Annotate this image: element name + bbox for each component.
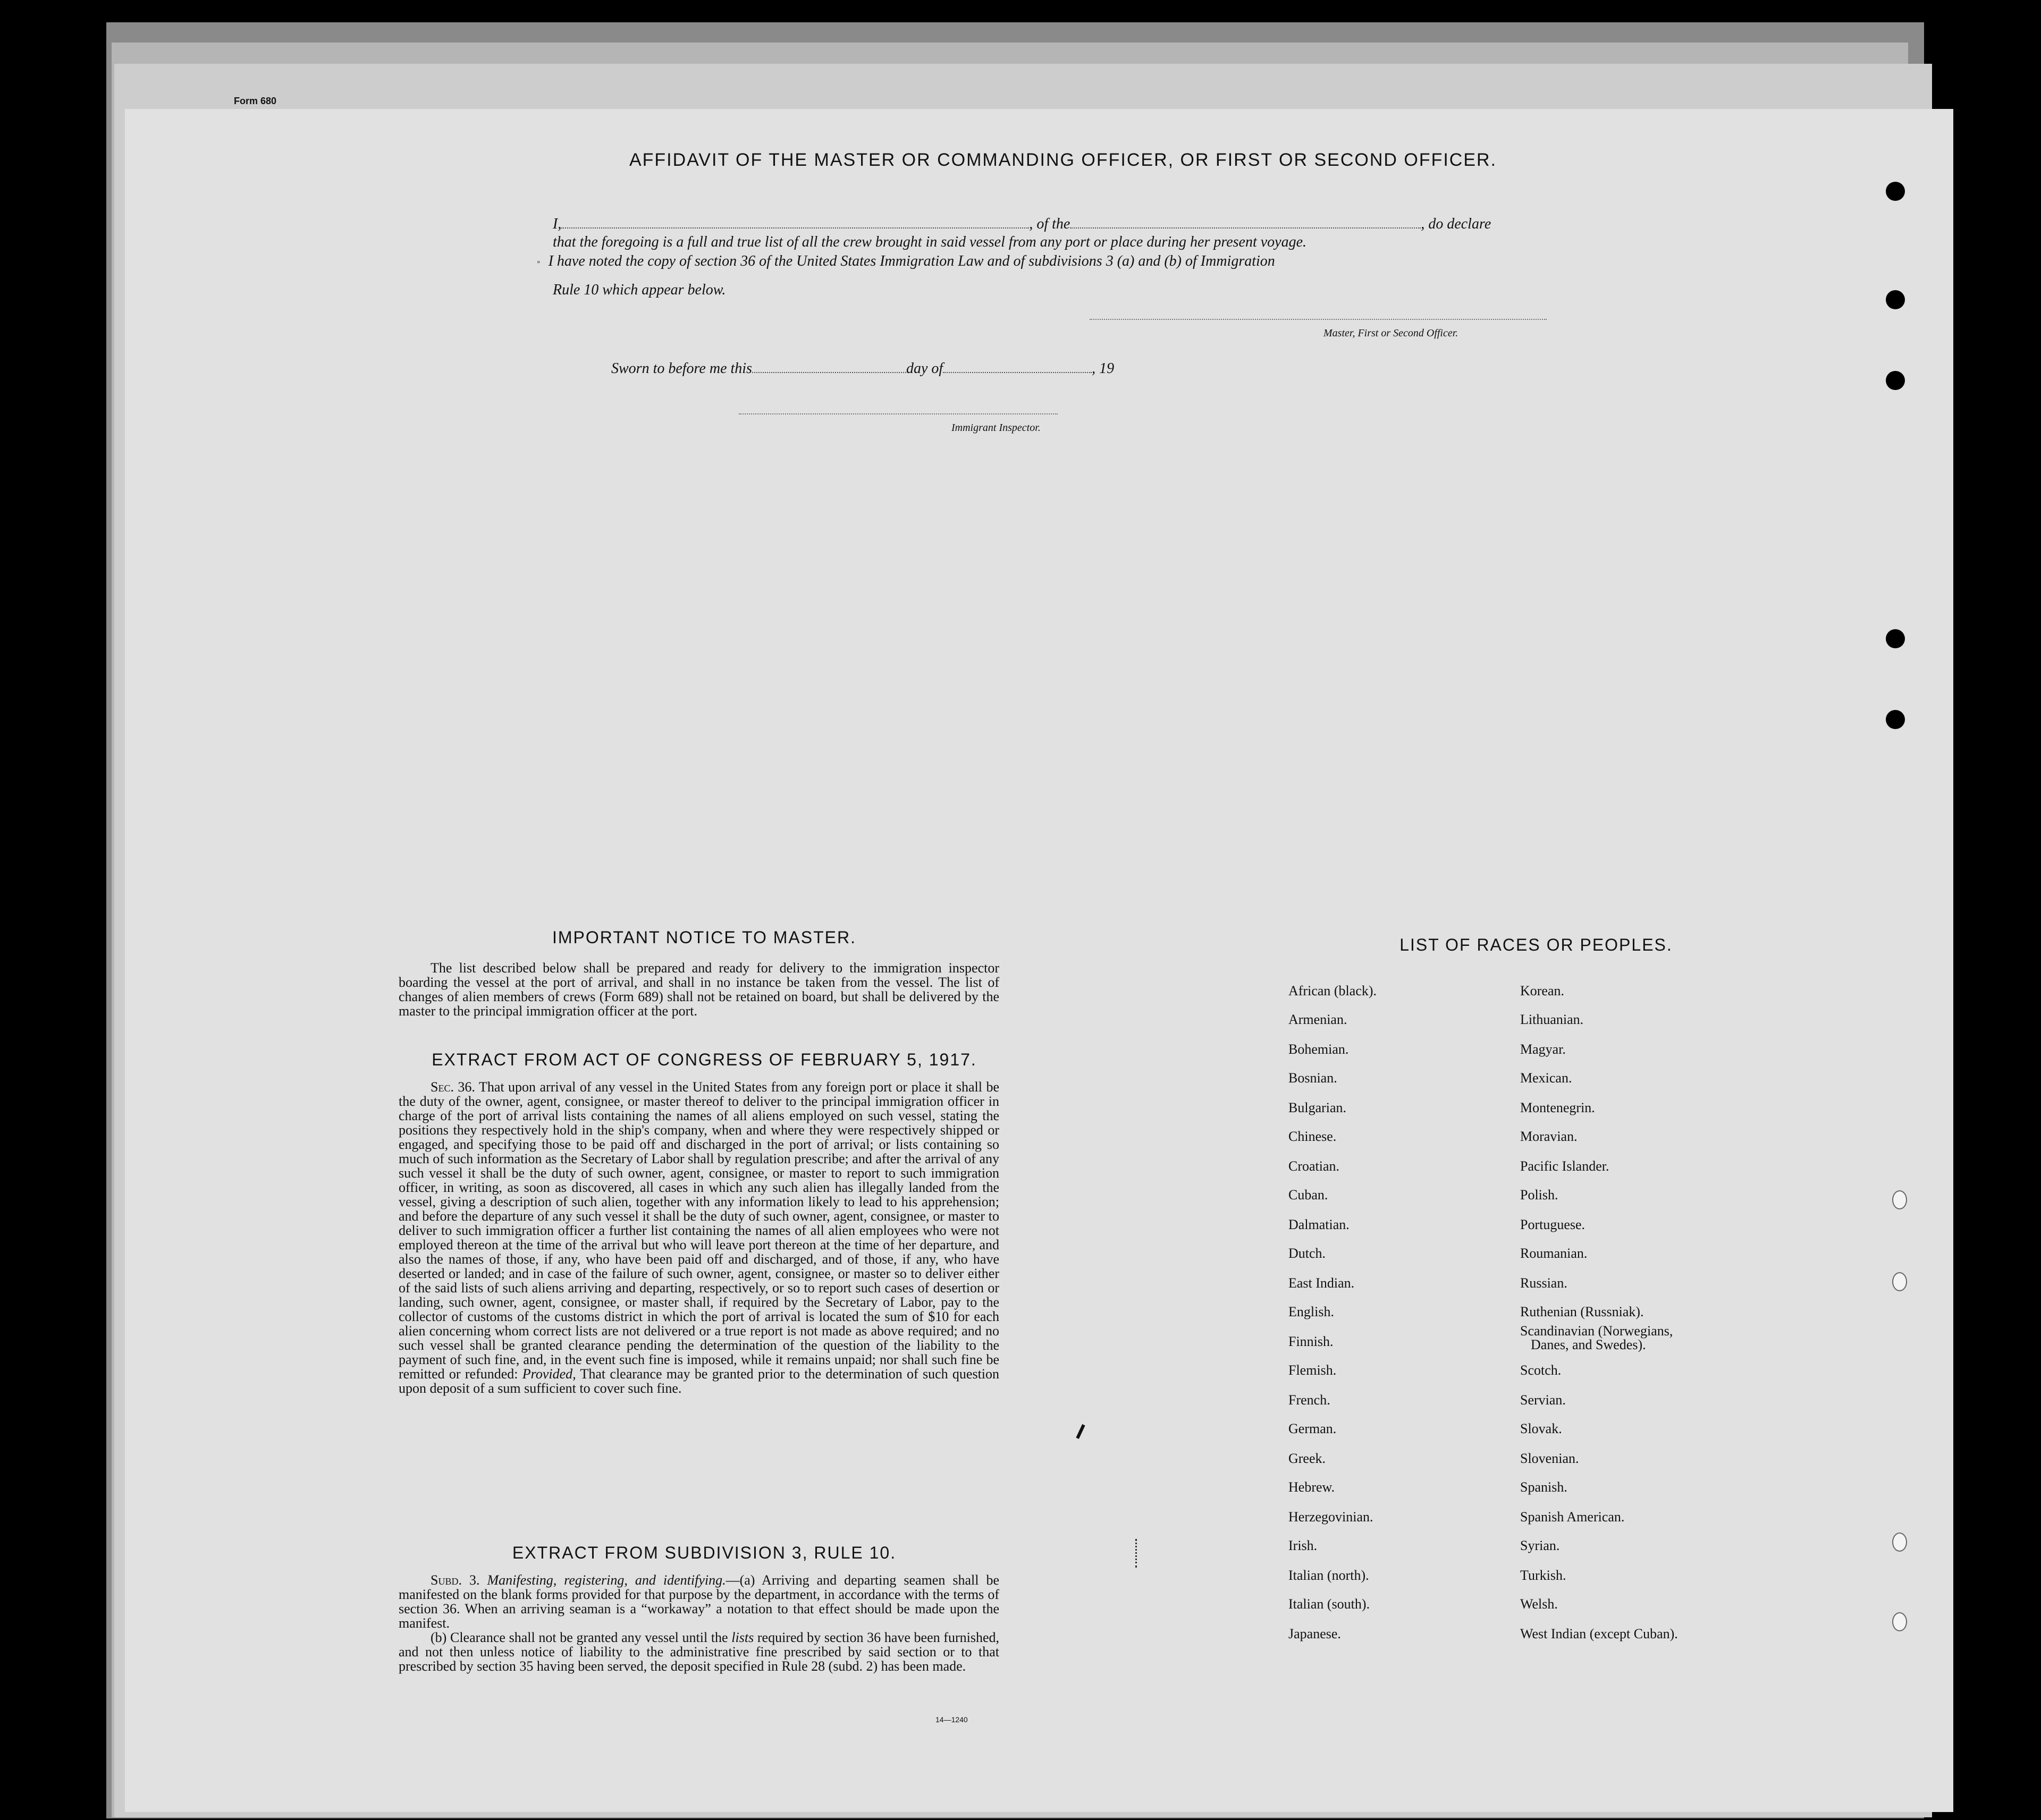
binder-hole bbox=[1892, 1533, 1907, 1552]
race-item: East Indian. bbox=[1288, 1275, 1355, 1291]
race-item: Irish. bbox=[1288, 1538, 1318, 1553]
race-item: Montenegrin. bbox=[1520, 1100, 1595, 1115]
race-item: Hebrew. bbox=[1288, 1479, 1335, 1495]
sworn-day-blank[interactable] bbox=[752, 372, 906, 373]
race-item: Polish. bbox=[1520, 1187, 1558, 1203]
race-item: Croatian. bbox=[1288, 1158, 1340, 1174]
binder-hole bbox=[1886, 629, 1905, 648]
race-item: Servian. bbox=[1520, 1392, 1566, 1408]
binder-hole bbox=[37, 1674, 53, 1690]
race-item: Dalmatian. bbox=[1288, 1217, 1350, 1232]
race-item: Cuban. bbox=[1288, 1187, 1328, 1203]
year-text: , 19 bbox=[1092, 360, 1115, 377]
extract-rule-block bbox=[399, 1573, 999, 1673]
race-item: African (black). bbox=[1288, 983, 1377, 998]
race-item: Flemish. bbox=[1288, 1362, 1337, 1378]
race-item: Dutch. bbox=[1288, 1246, 1326, 1261]
race-item: Bosnian. bbox=[1288, 1070, 1337, 1086]
binder-hole bbox=[1886, 182, 1905, 201]
affidavit-line-4: Rule 10 which appear below. bbox=[553, 282, 726, 298]
binder-hole bbox=[37, 574, 53, 590]
race-item: Magyar. bbox=[1520, 1042, 1566, 1057]
race-item: Ruthenian (Russniak). bbox=[1520, 1304, 1644, 1319]
race-item: English. bbox=[1288, 1304, 1334, 1319]
subd-text-b-end: required by section 36 have been furnished, and not then unless notice of liability to the administrative fine prescribed by said section or to that prescribed by section 35 having been served, the deposit specified in Rule 28 (subd. 2) has been made. bbox=[399, 1630, 1000, 1674]
notice-text-block bbox=[399, 961, 999, 1018]
race-item: Pacific Islander. bbox=[1520, 1158, 1609, 1174]
race-item: Russian. bbox=[1520, 1275, 1567, 1291]
race-item: German. bbox=[1288, 1421, 1337, 1436]
binder-hole bbox=[37, 1743, 53, 1759]
affidavit-line-3-text: I have noted the copy of section 36 of the United States Immigration Law and of subdivisions 3 (a) and (b) of Immigration bbox=[548, 253, 1275, 269]
race-item: Chinese. bbox=[1288, 1129, 1337, 1144]
affidavit-of-the: , of the bbox=[1029, 216, 1070, 232]
race-item: Italian (south). bbox=[1288, 1596, 1370, 1612]
inspector-label: Immigrant Inspector. bbox=[951, 422, 1041, 434]
subd-text-b-start: (b) Clearance shall not be granted any vessel until the bbox=[431, 1630, 728, 1645]
race-item: West Indian (except Cuban). bbox=[1520, 1626, 1678, 1641]
affidavit-line-3: ° I have noted the copy of section 36 of the United States Immigration Law and of subdivisions 3 (a) and (b) of Immigration bbox=[537, 253, 1275, 269]
race-item: Bulgarian. bbox=[1288, 1100, 1347, 1115]
race-item: Japanese. bbox=[1288, 1626, 1341, 1641]
extract-act-text: That upon arrival of any vessel in the United States from any foreign port or place it shall be the duty of the owner, agent, consignee, or master thereof to deliver to the principal immigration officer in charge of the port of arrival lists containing the names of all aliens employed on such vessel, stating the positions they respectively hold in the ship's company, when and where they were respectively shipped or engaged, and specifying those to be paid off and discharged in the port of arrival; or lists containing so much of such information as the Secretary of Labor shall by regulation prescribe; and after the arrival of any such vessel it shall be the duty of such owner, agent, consignee, or master to report to such immigration officer, in writing, as soon as discovered, all cases in which any such alien has illegally landed from the vessel, giving a description of such alien, together with any information likely to lead to his apprehension; and before the departure of any such vessel it shall be the duty of such owner, agent, consignee, or master to deliver to such immigration officer a further list containing the names of all alien employees who were not employed thereon at the time of the arrival but who will leave port thereon at the time of her departure, and also the names of those, if any, who have been paid off and discharged, and of those, if any, who have deserted or landed; and in case of the failure of such owner, agent, consignee, or master so to deliver either of the said lists of such aliens arriving and departing, respectively, or so to report such cases of desertion or landing, such owner, agent, consignee, or master shall, if required by the Secretary of Labor, pay to the collector of customs of the customs district in which the port of arrival is located the sum of $10 for each alien concerning whom correct lists are not delivered or a true report is not made as above required; and no such vessel shall be granted clearance pending the determination of the question of the liability to the payment of such fine, and, in the event such fine is imposed, while it remains unpaid; nor shall such fine be remitted or refunded: bbox=[399, 1079, 999, 1382]
subd-label: Subd. 3. bbox=[431, 1572, 480, 1588]
vessel-blank[interactable] bbox=[1070, 227, 1421, 228]
race-item: Danes, and Swedes). bbox=[1531, 1337, 1646, 1352]
race-item: Turkish. bbox=[1520, 1568, 1566, 1583]
provided-word: Provided, bbox=[522, 1366, 576, 1382]
race-item: Finnish. bbox=[1288, 1334, 1334, 1349]
race-item: Slovak. bbox=[1520, 1421, 1562, 1436]
signature-line[interactable] bbox=[1090, 319, 1547, 320]
race-item: Slovenian. bbox=[1520, 1451, 1579, 1466]
extract-act-text-end: That clearance may be granted prior to the determination of such question upon deposit of a sum sufficient to cover such fine. bbox=[399, 1366, 1000, 1396]
print-code: 14—1240 bbox=[935, 1715, 968, 1724]
affidavit-declare: , do declare bbox=[1421, 216, 1491, 232]
race-item: Korean. bbox=[1520, 983, 1565, 998]
form-number: Form 680 bbox=[234, 96, 277, 106]
race-item: Spanish. bbox=[1520, 1479, 1567, 1495]
affidavit-i: I, bbox=[553, 216, 562, 232]
extract-act-title: EXTRACT FROM ACT OF CONGRESS OF FEBRUARY 5, 1917. bbox=[432, 1050, 977, 1069]
day-of-text: day of bbox=[906, 360, 943, 377]
notice-title: IMPORTANT NOTICE TO MASTER. bbox=[552, 928, 856, 947]
binder-hole bbox=[1892, 1190, 1907, 1209]
race-item: Bohemian. bbox=[1288, 1042, 1349, 1057]
affidavit-line-1 bbox=[553, 216, 1557, 233]
sec-label: Sec. 36. bbox=[431, 1079, 475, 1095]
lists-word: lists bbox=[731, 1630, 754, 1645]
races-title: LIST OF RACES OR PEOPLES. bbox=[1399, 935, 1673, 954]
race-item: French. bbox=[1288, 1392, 1330, 1408]
race-item: Portuguese. bbox=[1520, 1217, 1585, 1232]
race-item: Lithuanian. bbox=[1520, 1012, 1584, 1027]
race-item: Herzegovinian. bbox=[1288, 1509, 1373, 1525]
race-item: Greek. bbox=[1288, 1451, 1326, 1466]
binder-hole bbox=[37, 1137, 53, 1153]
race-item: Syrian. bbox=[1520, 1538, 1560, 1553]
race-item: Mexican. bbox=[1520, 1070, 1572, 1086]
race-item: Scotch. bbox=[1520, 1362, 1562, 1378]
sworn-line bbox=[611, 360, 1114, 377]
race-item: Roumanian. bbox=[1520, 1246, 1588, 1261]
extract-rule-title: EXTRACT FROM SUBDIVISION 3, RULE 10. bbox=[512, 1543, 897, 1562]
sworn-month-blank[interactable] bbox=[943, 372, 1092, 373]
race-item: Armenian. bbox=[1288, 1012, 1347, 1027]
signature-label: Master, First or Second Officer. bbox=[1323, 327, 1458, 339]
sworn-text: Sworn to before me this bbox=[611, 360, 752, 377]
binder-hole bbox=[1892, 1612, 1907, 1631]
race-item: Spanish American. bbox=[1520, 1509, 1625, 1525]
race-item: Moravian. bbox=[1520, 1129, 1578, 1144]
binder-hole bbox=[1886, 290, 1905, 309]
binder-hole bbox=[1886, 371, 1905, 390]
subd-heading: Manifesting, registering, and identifying. bbox=[487, 1572, 726, 1588]
notice-text: The list described below shall be prepared and ready for delivery to the immigration inspector boarding the vessel at the port of arrival, and shall in no instance be taken from the vessel. The list of changes of alien members of crews (Form 689) shall not be retained on board, but shall be delivered by the master to the principal immigration officer at the port. bbox=[399, 960, 999, 1019]
binder-hole bbox=[1892, 1272, 1907, 1291]
binder-hole bbox=[1886, 710, 1905, 729]
pen-mark bbox=[1135, 1539, 1138, 1568]
affidavit-title: AFFIDAVIT OF THE MASTER OR COMMANDING OFFICER, OR FIRST OR SECOND OFFICER. bbox=[629, 150, 1497, 170]
race-item: Italian (north). bbox=[1288, 1568, 1369, 1583]
race-item: Scandinavian (Norwegians, bbox=[1520, 1323, 1673, 1339]
extract-act-block bbox=[399, 1080, 999, 1395]
inspector-signature-line[interactable] bbox=[739, 413, 1058, 414]
subd-text-a: —(a) Arriving and departing seamen shall be manifested on the blank forms provided for that purpose by the department, in accordance with the terms of section 36. When an arriving seaman is a “workaway” a notation to that effect should be made upon the manifest. bbox=[399, 1572, 999, 1631]
affidavit-line-2: that the foregoing is a full and true list of all the crew brought in said vessel from any port or place during her present voyage. bbox=[553, 234, 1307, 250]
binder-hole bbox=[37, 1079, 53, 1095]
race-item: Welsh. bbox=[1520, 1596, 1558, 1612]
name-blank[interactable] bbox=[561, 227, 1029, 228]
